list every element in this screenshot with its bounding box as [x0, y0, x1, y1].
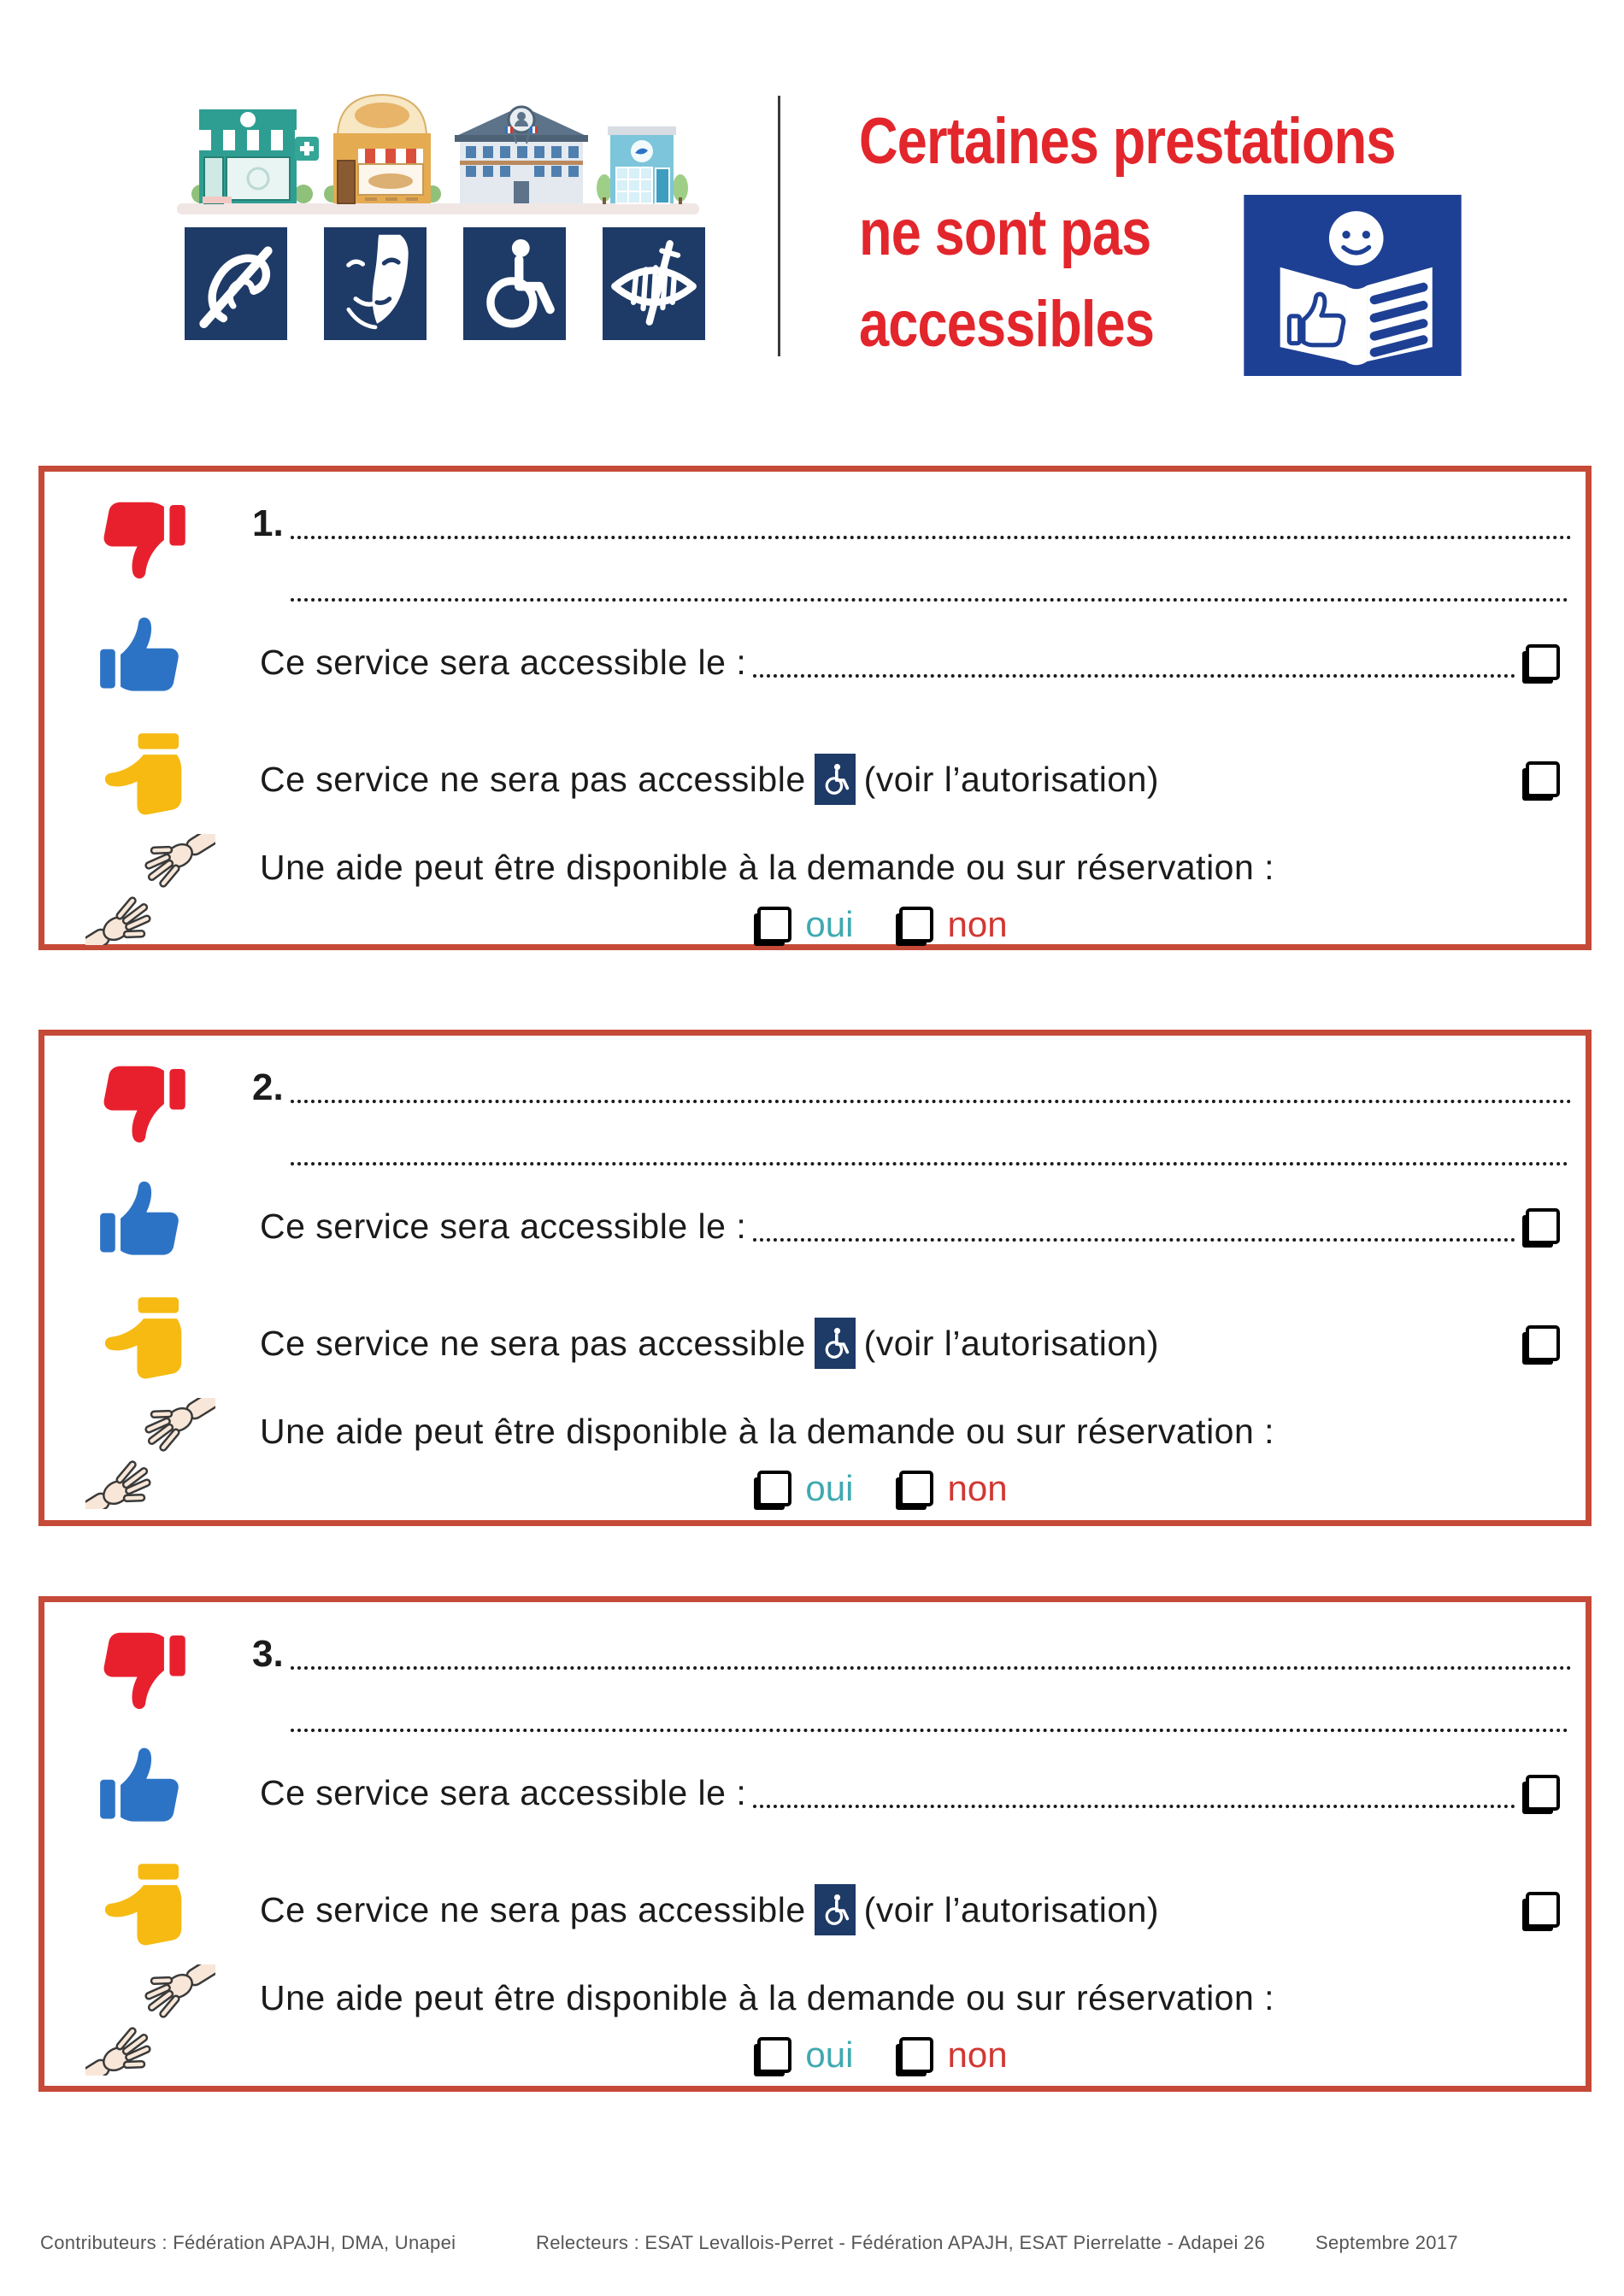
non-checkbox[interactable] — [899, 907, 933, 942]
cognitive-impairment-pictogram-icon — [324, 227, 427, 340]
accessible-checkbox[interactable] — [1526, 1208, 1560, 1244]
not-accessible-label-suffix: (voir l’autorisation) — [863, 1890, 1160, 1929]
wheelchair-icon — [815, 1884, 856, 1935]
footer-date: Septembre 2017 — [1315, 2232, 1458, 2253]
non-checkbox[interactable] — [899, 2037, 933, 2073]
storefronts-illustration — [175, 84, 701, 215]
service-name-row — [252, 1066, 1572, 1109]
oui-non-row — [44, 904, 1586, 945]
hearing-impairment-pictogram-icon — [185, 227, 287, 340]
not-accessible-row — [260, 1884, 1560, 1935]
accessible-date-line[interactable] — [753, 1805, 1515, 1808]
yellow-hand-icon — [97, 725, 190, 829]
accessible-date-row — [260, 1771, 1560, 1814]
non-label: non — [947, 904, 1008, 944]
accessible-label: Ce service sera accessible le : — [260, 643, 747, 682]
pharmacy-building — [191, 109, 319, 203]
service-name-line-2[interactable] — [291, 598, 1568, 602]
post-office-building — [597, 126, 688, 204]
service-name-row — [252, 1633, 1572, 1676]
service-name-line-2[interactable] — [291, 1729, 1568, 1732]
town-hall-building — [455, 106, 588, 203]
accessible-label: Ce service sera accessible le : — [260, 1207, 747, 1246]
service-name-row — [252, 502, 1572, 545]
aide-label: Une aide peut être disponible à la demande ou sur réservation : — [260, 848, 1275, 887]
oui-label: oui — [805, 904, 854, 944]
oui-non-row — [44, 2035, 1586, 2076]
thumbs-down-icon — [94, 494, 190, 586]
service-box-2 — [38, 1030, 1592, 1526]
thumbs-down-icon — [94, 1058, 190, 1150]
yellow-hand-icon — [97, 1855, 190, 1959]
page-title-line-1: Certaines prestations — [859, 105, 1396, 178]
aide-label: Une aide peut être disponible à la demande ou sur réservation : — [260, 1978, 1275, 2017]
wheelchair-pictogram-icon — [463, 227, 566, 340]
not-accessible-label: Ce service ne sera pas accessible — [260, 1890, 806, 1929]
accessible-label: Ce service sera accessible le : — [260, 1773, 747, 1812]
aide-row — [260, 1976, 1560, 2019]
thumbs-up-icon — [94, 1741, 190, 1829]
visual-impairment-pictogram-icon — [603, 227, 705, 340]
oui-non-row — [44, 1468, 1586, 1509]
oui-checkbox[interactable] — [757, 1471, 791, 1506]
oui-label: oui — [805, 2035, 854, 2075]
not-accessible-label-suffix: (voir l’autorisation) — [863, 1324, 1160, 1363]
page-title-line-2: ne sont pas — [859, 197, 1151, 269]
non-label: non — [947, 1468, 1008, 1508]
service-number: 2. — [252, 1066, 284, 1108]
page-title-line-3: accessibles — [859, 288, 1155, 361]
service-name-line[interactable] — [291, 1666, 1572, 1670]
not-accessible-checkbox[interactable] — [1526, 1325, 1560, 1361]
aide-label: Une aide peut être disponible à la demande ou sur réservation : — [260, 1412, 1275, 1451]
not-accessible-checkbox[interactable] — [1526, 761, 1560, 797]
footer-contributors: Contributeurs : Fédération APAJH, DMA, Unapei — [40, 2232, 456, 2253]
thumbs-up-icon — [94, 610, 190, 699]
service-box-3 — [38, 1596, 1592, 2092]
not-accessible-row — [260, 754, 1560, 805]
easy-to-read-logo-icon — [1244, 195, 1462, 376]
yellow-hand-icon — [97, 1289, 190, 1393]
accessible-date-row — [260, 641, 1560, 684]
oui-checkbox[interactable] — [757, 2037, 791, 2073]
oui-checkbox[interactable] — [757, 907, 791, 942]
service-name-line[interactable] — [291, 536, 1572, 539]
service-number: 3. — [252, 1633, 284, 1675]
accessible-date-row — [260, 1205, 1560, 1248]
not-accessible-row — [260, 1318, 1560, 1369]
thumbs-up-icon — [94, 1174, 190, 1263]
accessibility-pictograms — [185, 227, 705, 340]
oui-label: oui — [805, 1468, 854, 1508]
wheelchair-icon — [815, 754, 856, 805]
service-name-line-2[interactable] — [291, 1162, 1568, 1166]
service-name-line[interactable] — [291, 1100, 1572, 1103]
wheelchair-icon — [815, 1318, 856, 1369]
accessible-date-line[interactable] — [753, 1238, 1515, 1242]
bakery-building — [324, 95, 441, 203]
aide-row — [260, 1410, 1560, 1453]
accessible-date-line[interactable] — [753, 674, 1515, 678]
not-accessible-label: Ce service ne sera pas accessible — [260, 1324, 806, 1363]
footer-reviewers: Relecteurs : ESAT Levallois-Perret - Fédération APAJH, ESAT Pierrelatte - Adapei 26 — [536, 2232, 1266, 2253]
accessible-checkbox[interactable] — [1526, 644, 1560, 680]
not-accessible-label: Ce service ne sera pas accessible — [260, 760, 806, 799]
non-checkbox[interactable] — [899, 1471, 933, 1506]
header-divider — [778, 96, 780, 356]
aide-row — [260, 846, 1560, 889]
not-accessible-label-suffix: (voir l’autorisation) — [863, 760, 1160, 799]
non-label: non — [947, 2035, 1008, 2075]
thumbs-down-icon — [94, 1624, 190, 1717]
service-number: 1. — [252, 502, 284, 544]
service-box-1 — [38, 466, 1592, 950]
accessible-checkbox[interactable] — [1526, 1775, 1560, 1811]
not-accessible-checkbox[interactable] — [1526, 1892, 1560, 1928]
